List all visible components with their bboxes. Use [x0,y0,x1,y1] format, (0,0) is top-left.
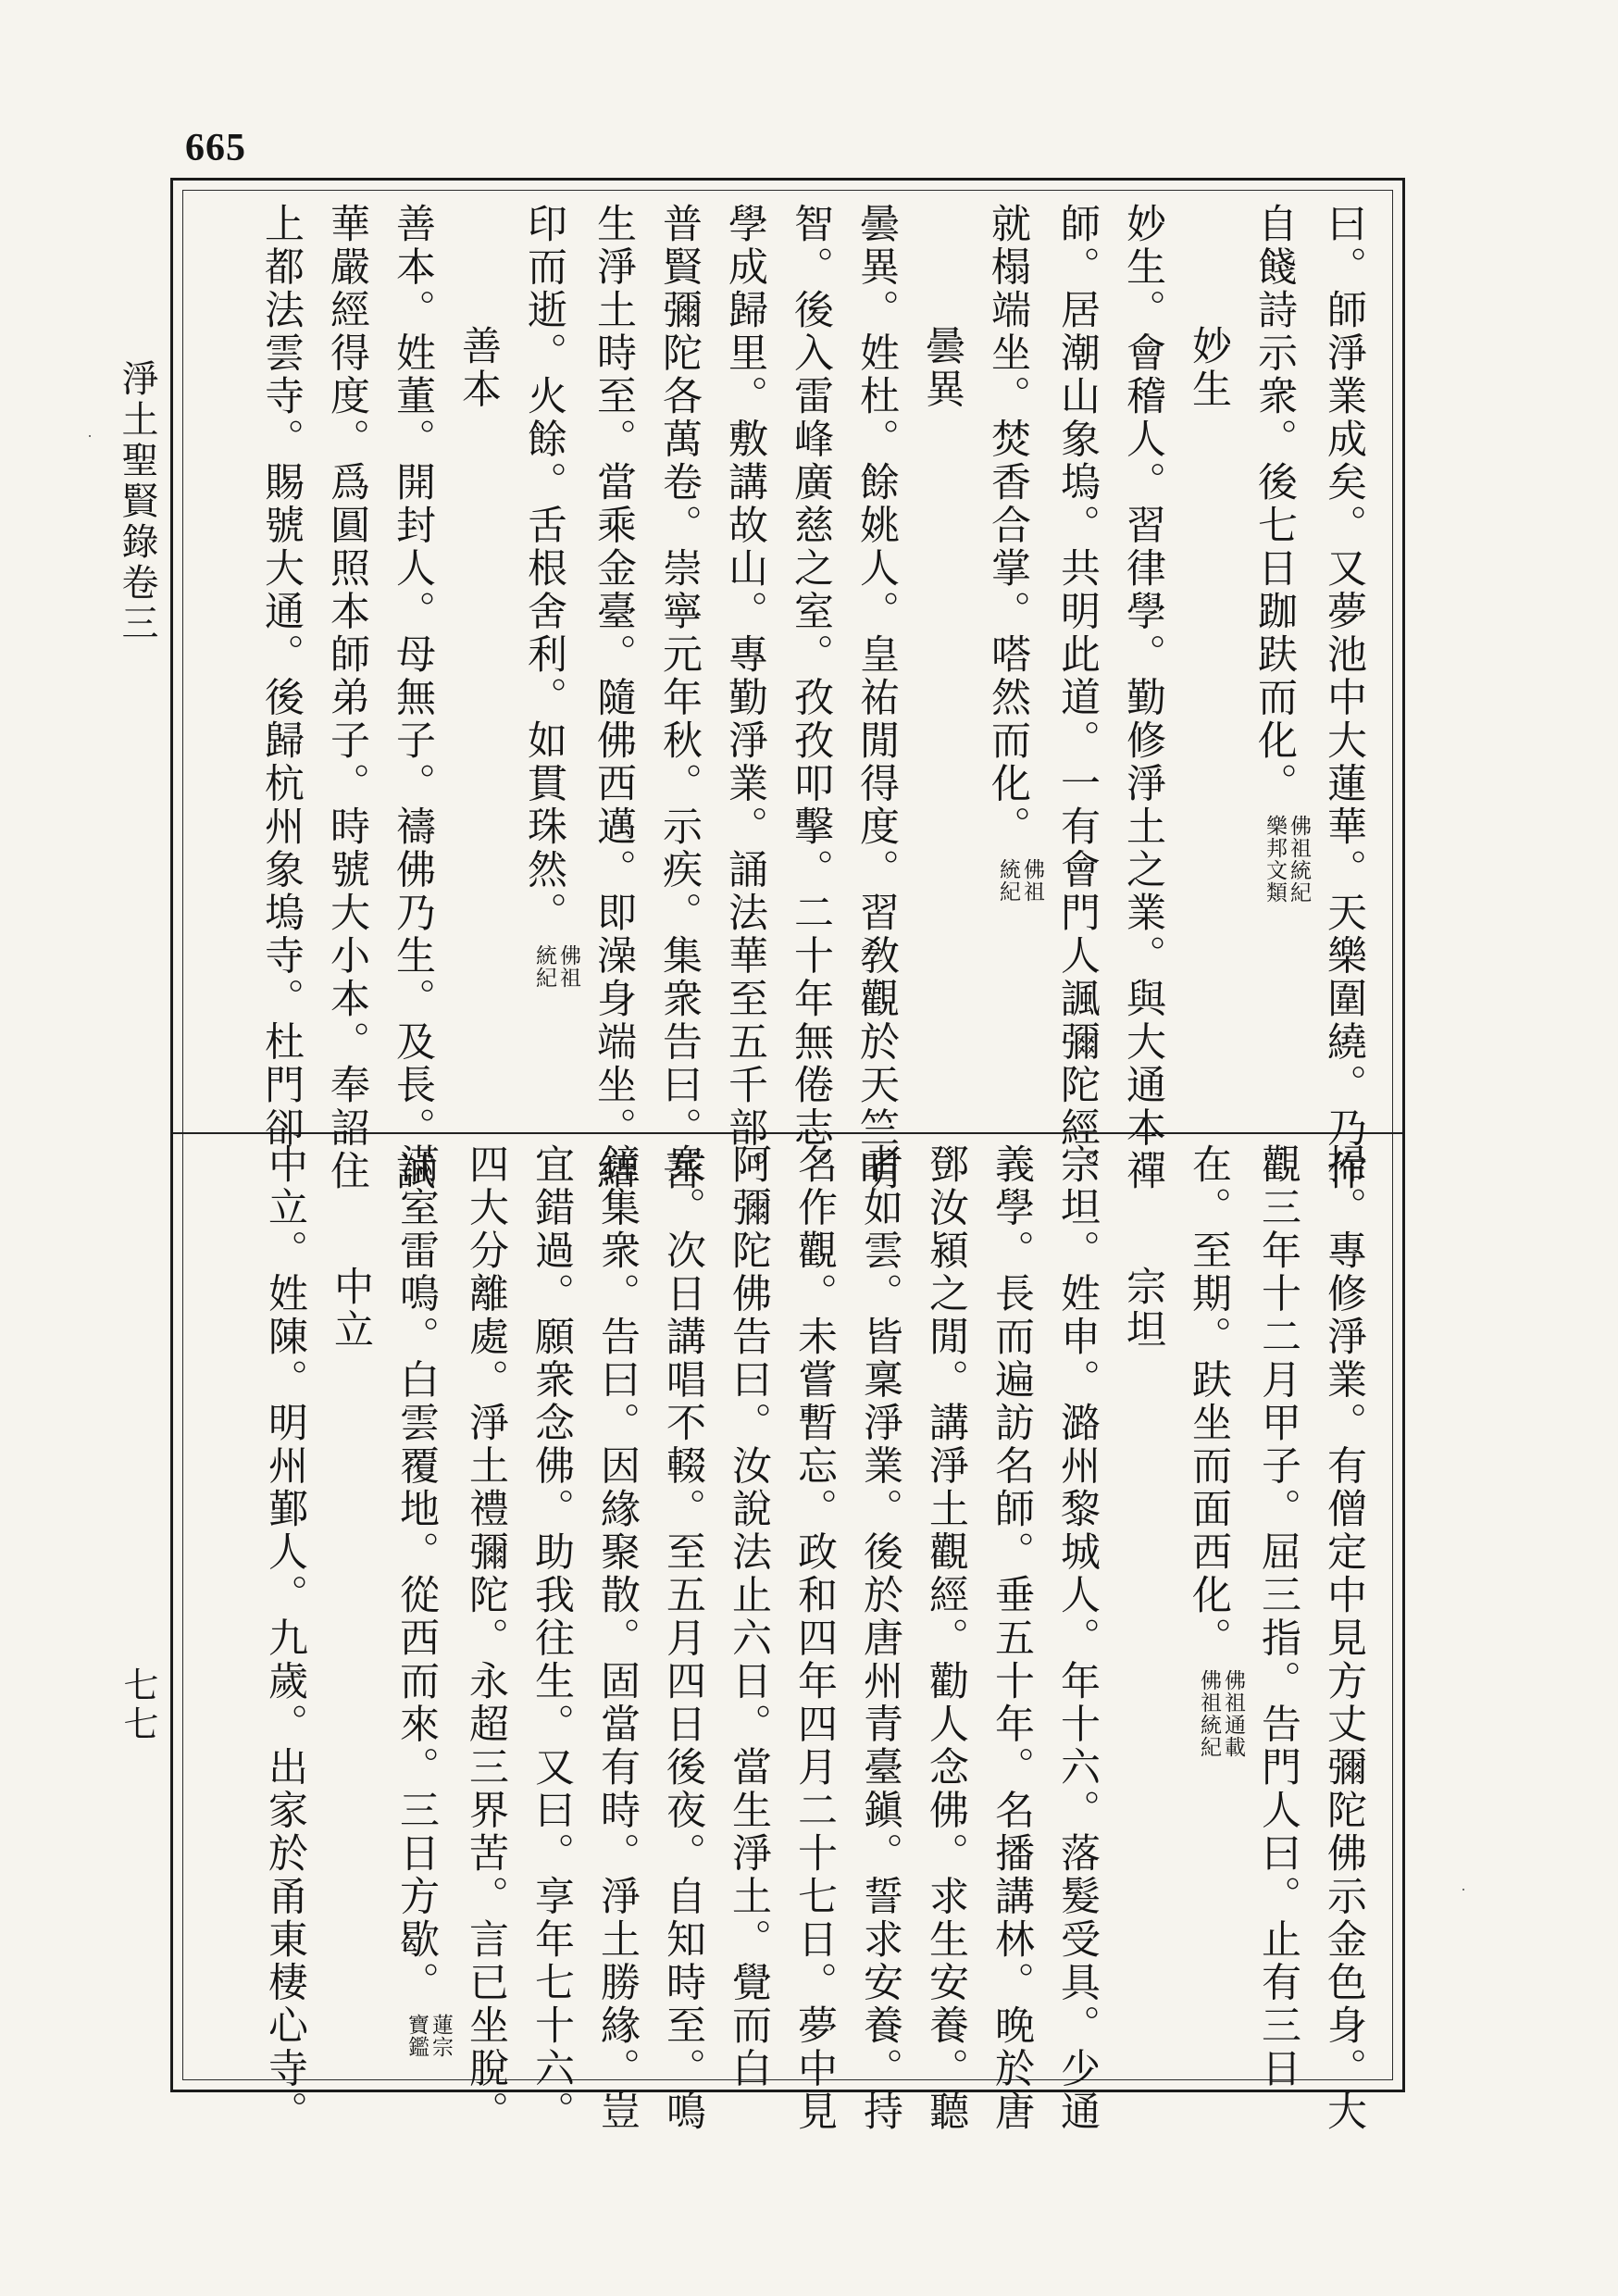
column-text: 中立。姓陳。明州鄞人。九歲。出家於甬東棲心寺。 [262,1143,308,2134]
source-note-line: 佛祖通載 [1221,1669,1245,1758]
column-text: 宗坦。姓申。潞州黎城人。年十六。落髮受具。少通 [1054,1143,1101,2134]
column-text: 鐘集衆。告曰。因緣聚散。固當有時。淨土勝緣。豈 [594,1143,641,2134]
column-text: 生淨土時至。當乘金臺。隨佛西邁。即澡身端坐。結 [591,203,637,1193]
column-text: 曰。師淨業成矣。又夢池中大蓮華。天樂圍繞。乃作 [1321,203,1367,1193]
column-text: 滿室雷鳴。白雲覆地。從西而來。三日方歇。 [393,1143,440,2004]
source-note-line: 樂邦文類 [1263,815,1287,904]
running-title: 淨土聖賢錄卷三 [116,359,158,644]
text-column [646,203,712,1193]
column-text: 四大分離處。淨土禮彌陀。永超三界苦。言已坐脫。 [463,1143,509,2134]
text-frame [170,178,1405,2134]
text-column [453,1143,518,2134]
text-column [1311,203,1376,1193]
upper-register [199,203,1376,1193]
text-column [847,1143,913,2134]
column-text: 普賢彌陀各萬卷。崇寧元年秋。示疾。集衆告曰。吾 [656,203,703,1193]
column-text: 華嚴經得度。爲圓照本師弟子。時號大小本。奉詔住 [324,203,370,1193]
heading-text: 善本 [455,325,502,411]
heading-text: 中立 [328,1266,374,1352]
column-text: 善本。姓董。開封人。母無子。禱佛乃生。及長。試 [390,203,436,1193]
text-column [650,1143,716,2134]
text-column [1176,1143,1245,2065]
column-text: 在。至期。趺坐而面西化。 [1186,1143,1232,1660]
column-text: 衆。次日講唱不輟。至五月四日後夜。自知時至。鳴 [660,1143,706,2134]
text-column [1245,1143,1311,2090]
source-note [1263,815,1311,904]
source-note-line: 佛祖統紀 [1287,815,1311,904]
text-column [511,203,580,1125]
column-text: 阿彌陀佛告曰。汝說法止六日。當生淨土。覺而白 [726,1143,772,2090]
text-column [781,1143,847,2134]
text-column [778,203,843,1193]
source-note-line: 佛祖 [1020,857,1044,903]
page-number: 665 [185,127,246,169]
text-column [380,203,445,1193]
column-text: 觀三年十二月甲子。屈三指。告門人曰。止有三日 [1255,1143,1301,2090]
text-column [1044,203,1110,1193]
entry-heading [445,203,511,1125]
column-text: 妙生。會稽人。習律學。勤修淨土之業。與大通本禪 [1120,203,1166,1193]
source-note-line: 統紀 [996,857,1020,903]
text-column [314,203,380,1193]
entry-heading [909,203,975,1125]
column-text: 學成歸里。敷講故山。專勤淨業。誦法華至五千部。 [722,203,768,1193]
text-column [584,1143,650,2134]
heading-text: 曇異 [919,325,965,411]
heading-text: 妙生 [1186,325,1232,411]
lower-register [199,1143,1376,2134]
column-text: 義學。長而遍訪名師。垂五十年。名播講林。晚於唐 [989,1143,1035,2134]
folio-number: 七七 [118,1666,158,1744]
source-note-line: 佛祖統紀 [1197,1669,1221,1758]
text-column [1311,1143,1376,2134]
source-note [996,858,1044,903]
source-note-line: 佛祖 [556,943,580,989]
column-text: 宜錯過。願衆念佛。助我往生。又曰。享年七十六。 [529,1143,575,2134]
entry-heading [1176,203,1241,1125]
text-column [978,1143,1044,2134]
paper-speck [89,435,91,437]
source-note [532,944,580,989]
heading-text: 宗坦 [1120,1266,1166,1352]
entry-heading [317,1143,383,2065]
column-text: 自餞詩示衆。後七日跏趺而化。 [1251,203,1298,805]
column-text: 掃。專修淨業。有僧定中見方丈彌陀佛示金色身。大 [1321,1143,1367,2134]
text-column [383,1143,453,2065]
column-text: 名作觀。未嘗暫忘。政和四年四月二十七日。夢中見 [791,1143,838,2134]
column-text: 師。居潮山象塢。共明此道。一有會門人諷彌陀經。 [1054,203,1101,1193]
column-text: 智。後入雷峰廣慈之室。孜孜叩擊。二十年無倦志。 [788,203,834,1193]
text-column [1241,203,1311,1125]
source-note [1197,1669,1245,1758]
column-text: 就榻端坐。焚香合掌。嗒然而化。 [985,203,1031,849]
source-note-line: 蓮宗 [429,2014,453,2058]
column-text: 上都法雲寺。賜號大通。後歸杭州象塢寺。杜門卻 [258,203,305,1150]
text-column [518,1143,584,2134]
entry-heading [1110,1143,1176,2065]
text-column [712,203,778,1193]
text-column [248,203,314,1150]
column-text: 曇異。姓杜。餘姚人。皇祐閒得度。習敎觀於天竺明 [853,203,900,1193]
text-column [843,203,909,1193]
source-note [404,2014,453,2058]
text-column [716,1143,781,2090]
column-text: 印而逝。火餘。舌根舍利。如貫珠然。 [521,203,567,935]
column-text: 鄧汝潁之閒。講淨土觀經。勸人念佛。求生安養。聽 [923,1143,969,2134]
column-text: 者如雲。皆稟淨業。後於唐州青臺鎭。誓求安養。持 [857,1143,903,2134]
text-column [913,1143,978,2134]
text-column [1110,203,1176,1193]
source-note-line: 寶鑑 [404,2014,429,2058]
paper-speck [1462,1889,1464,1890]
text-column [580,203,646,1193]
source-note-line: 統紀 [532,943,556,989]
text-column [252,1143,317,2134]
text-column [975,203,1044,1125]
text-column [1044,1143,1110,2134]
